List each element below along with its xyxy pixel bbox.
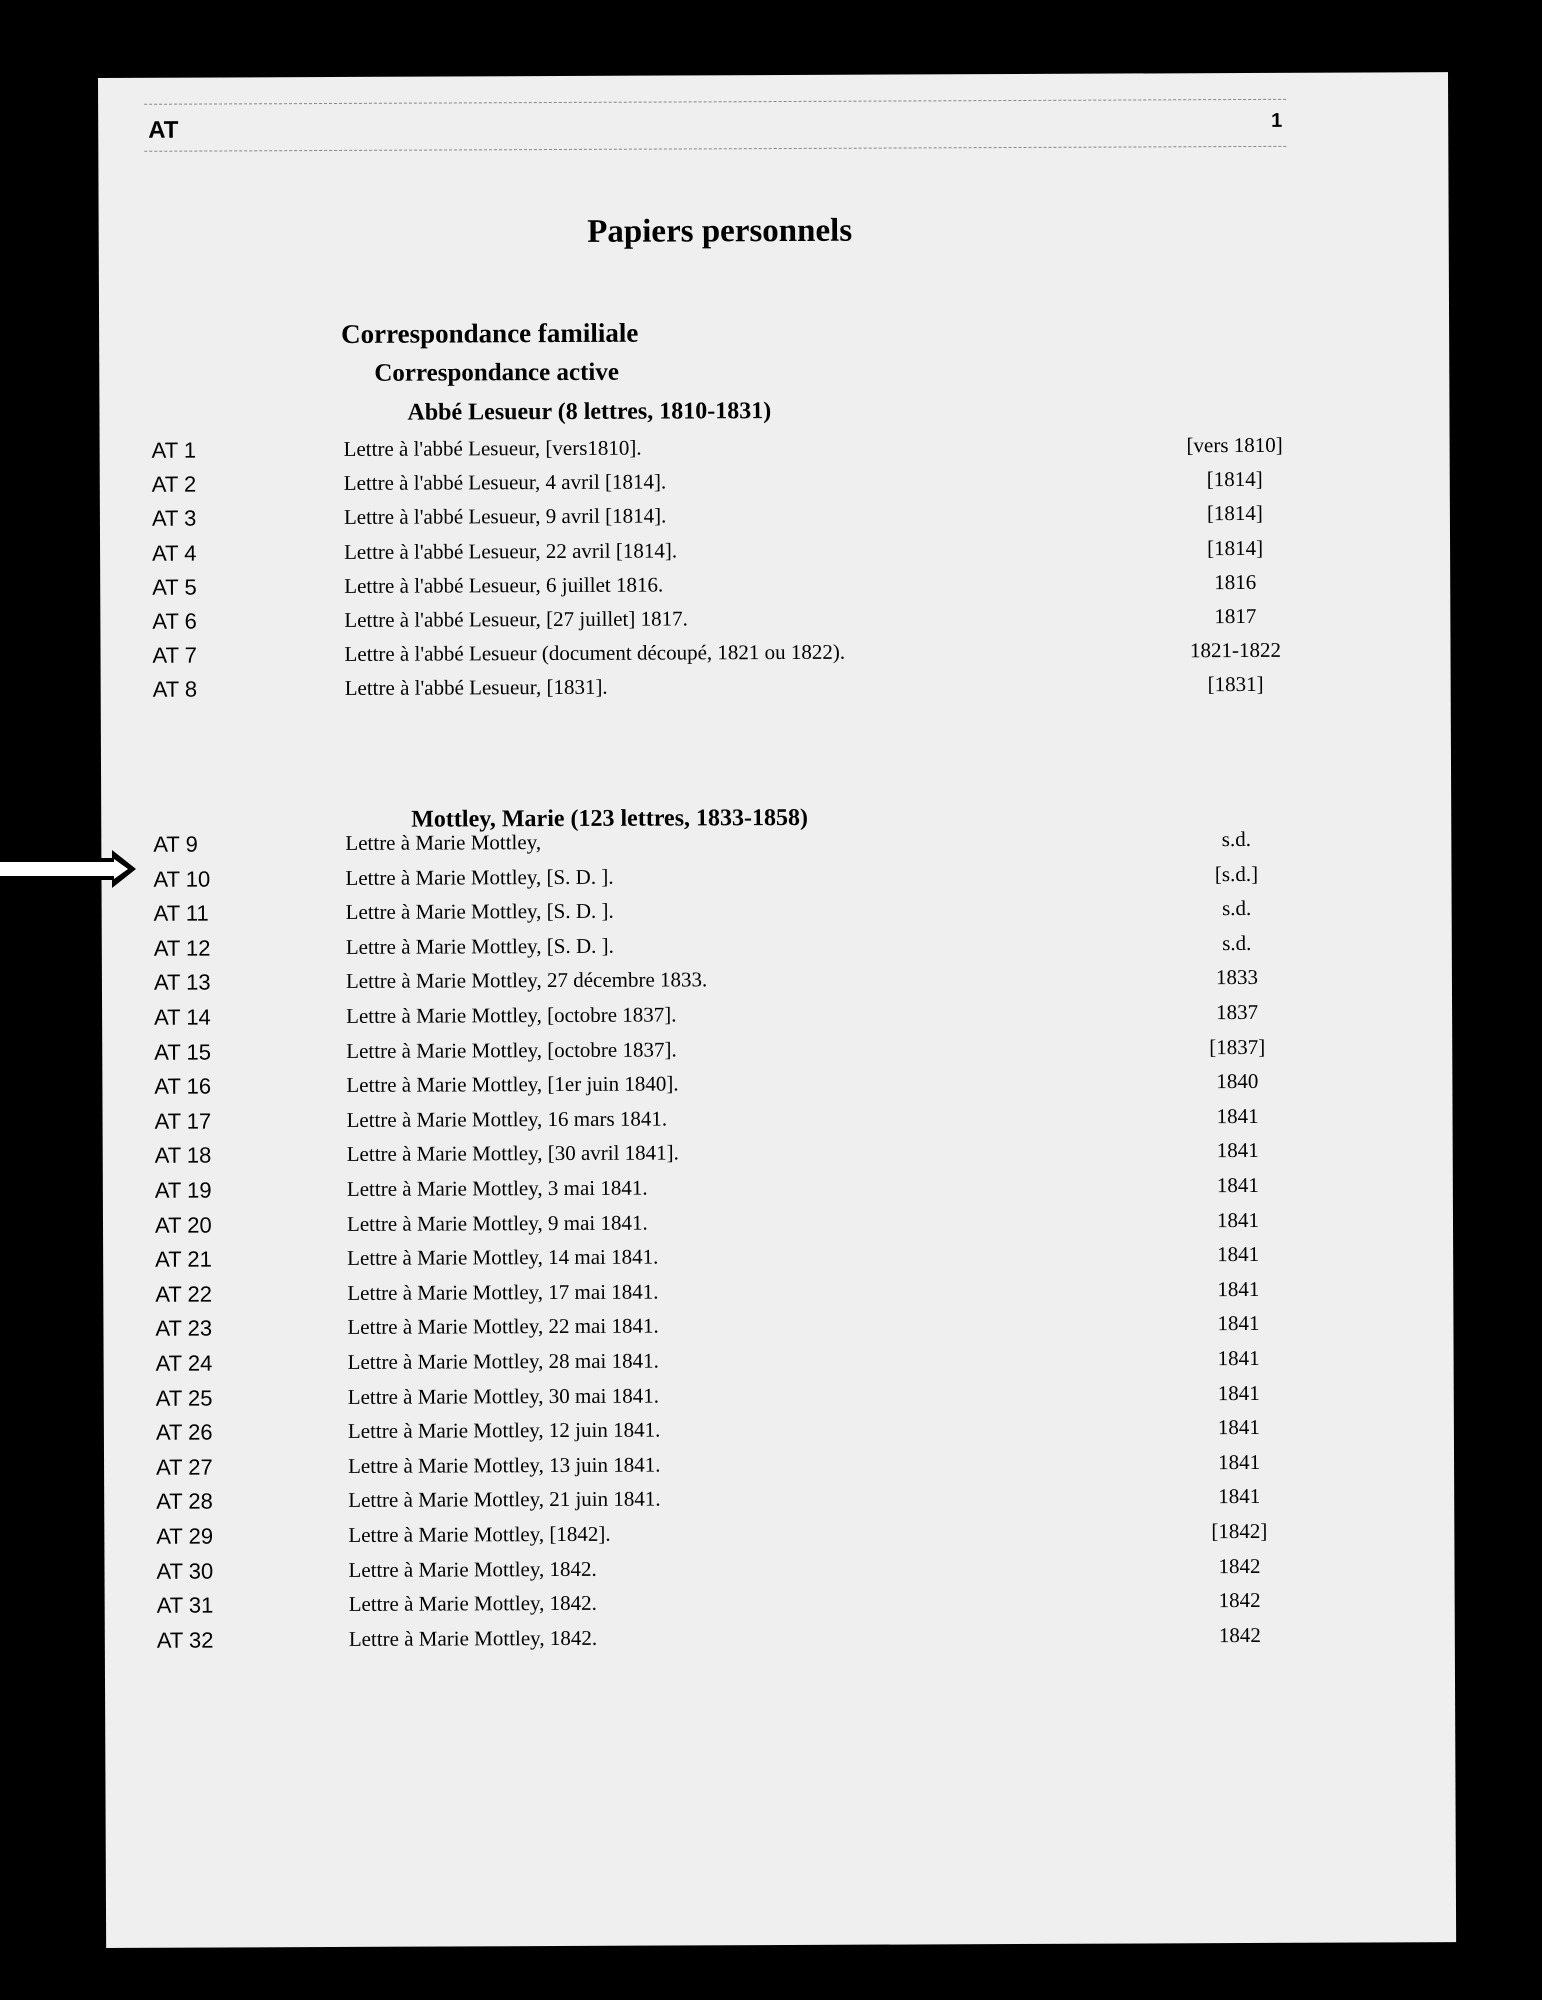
entry-date: 1841 (1216, 1172, 1259, 1198)
entry-date: 1841 (1217, 1345, 1260, 1371)
group-heading-mottley: Mottley, Marie (123 lettres, 1833-1858) (411, 804, 809, 833)
entry-code: AT 11 (153, 900, 209, 926)
entry-date: 1817 (1214, 603, 1257, 629)
entry-description: Lettre à Marie Mottley, [30 avril 1841]. (346, 1140, 679, 1167)
entry-date: [1842] (1211, 1518, 1268, 1544)
page-title: Papiers personnels (587, 212, 853, 250)
entry-description: Lettre à l'abbé Lesueur (document découpé, 1821 ou 1822). (344, 639, 846, 667)
entry-date: s.d. (1222, 930, 1252, 955)
entry-description: Lettre à Marie Mottley, 28 mai 1841. (347, 1348, 659, 1374)
entry-date: 1841 (1217, 1311, 1260, 1336)
entry-date: 1841 (1216, 1138, 1259, 1163)
entry-code: AT 9 (153, 831, 198, 857)
entry-date: [1814] (1207, 535, 1264, 560)
entry-date: [vers 1810] (1186, 432, 1283, 458)
entry-description: Lettre à Marie Mottley, 27 décembre 1833. (345, 967, 708, 994)
entry-description: Lettre à Marie Mottley, 9 mai 1841. (346, 1210, 648, 1236)
entry-code: AT 18 (154, 1142, 212, 1169)
entry-code: AT 17 (154, 1108, 212, 1134)
entry-code: AT 13 (153, 969, 211, 996)
entry-date: 1841 (1217, 1380, 1260, 1405)
entry-description: Lettre à l'abbé Lesueur, 22 avril [1814]. (344, 538, 678, 564)
entry-code: AT 5 (152, 574, 197, 600)
page-header (144, 99, 1286, 152)
entry-code: AT 25 (155, 1385, 213, 1411)
entry-code: AT 3 (151, 505, 197, 532)
page-number: 1 (1271, 109, 1283, 132)
entry-date: [1837] (1209, 1034, 1266, 1059)
entry-description: Lettre à l'abbé Lesueur, 9 avril [1814]. (343, 503, 667, 530)
entry-code: AT 6 (152, 608, 197, 634)
entry-date: 1833 (1215, 965, 1258, 990)
entry-description: Lettre à Marie Mottley, [1842]. (348, 1521, 611, 1547)
entry-description: Lettre à l'abbé Lesueur, [1831]. (344, 675, 608, 701)
group-heading-lesueur: Abbé Lesueur (8 lettres, 1810-1831) (407, 398, 772, 426)
entry-code: AT 21 (155, 1246, 212, 1272)
entry-date: [s.d.] (1214, 861, 1259, 886)
entry-date: [1814] (1206, 501, 1263, 526)
entry-code: AT 1 (151, 437, 197, 463)
entry-date: s.d. (1221, 896, 1252, 921)
entry-description: Lettre à Marie Mottley, 16 mars 1841. (346, 1106, 668, 1132)
entry-date: 1841 (1218, 1484, 1261, 1509)
entry-code: AT 15 (154, 1039, 211, 1065)
entry-description: Lettre à Marie Mottley, 22 mai 1841. (347, 1313, 659, 1340)
entry-date: 1842 (1218, 1622, 1261, 1647)
entry-date: 1841 (1217, 1449, 1261, 1474)
entry-code: AT 24 (155, 1350, 213, 1376)
entry-date: 1841 (1217, 1415, 1260, 1440)
entry-code: AT 26 (155, 1419, 213, 1445)
entry-code: AT 16 (154, 1073, 212, 1099)
list-item (101, 672, 1341, 717)
entry-code: AT 19 (154, 1177, 212, 1203)
entry-description: Lettre à Marie Mottley, [octobre 1837]. (346, 1037, 677, 1063)
entry-date: 1837 (1216, 999, 1259, 1025)
entry-description: Lettre à l'abbé Lesueur, [27 juillet] 1817. (344, 606, 688, 632)
entry-description: Lettre à Marie Mottley, 13 juin 1841. (348, 1452, 661, 1478)
entry-description: Lettre à Marie Mottley, 1842. (348, 1625, 598, 1651)
entry-date: 1821-1822 (1189, 638, 1282, 663)
entry-description: Lettre à Marie Mottley, [1er juin 1840]. (346, 1071, 679, 1098)
arrow-right-icon (0, 850, 136, 888)
entry-date: [1831] (1207, 672, 1264, 697)
entry-description: Lettre à Marie Mottley, 21 juin 1841. (348, 1486, 661, 1513)
entry-code: AT 4 (152, 540, 197, 566)
entry-code: AT 30 (156, 1558, 214, 1584)
entry-code: AT 28 (156, 1488, 213, 1515)
entry-description: Lettre à Marie Mottley, 17 mai 1841. (347, 1279, 659, 1305)
entry-code: AT 32 (156, 1627, 214, 1653)
entry-code: AT 23 (155, 1315, 213, 1342)
entry-date: [1814] (1206, 467, 1263, 492)
entry-date: 1841 (1217, 1276, 1260, 1301)
entry-description: Lettre à Marie Mottley, [S. D. ]. (345, 933, 614, 959)
entry-date: 1842 (1218, 1588, 1261, 1613)
entry-description: Lettre à l'abbé Lesueur, 6 juillet 1816. (344, 572, 664, 598)
entry-description: Lettre à Marie Mottley, 12 juin 1841. (347, 1417, 661, 1444)
entry-description: Lettre à Marie Mottley, 30 mai 1841. (347, 1383, 660, 1409)
entry-description: Lettre à Marie Mottley, [S. D. ]. (345, 898, 614, 925)
entry-date: 1840 (1216, 1069, 1259, 1094)
entry-code: AT 12 (153, 935, 211, 961)
section-heading: Correspondance familiale (341, 317, 639, 349)
entry-date: 1841 (1216, 1103, 1259, 1128)
entry-code: AT 8 (152, 676, 198, 703)
entry-date: 1816 (1214, 569, 1257, 594)
entry-description: Lettre à Marie Mottley, 1842. (348, 1591, 597, 1617)
entry-code: AT 22 (155, 1281, 213, 1307)
entry-code: AT 27 (156, 1454, 213, 1480)
subsection-heading: Correspondance active (374, 358, 620, 387)
entry-code: AT 20 (154, 1212, 212, 1238)
entry-code: AT 31 (156, 1592, 214, 1618)
entry-description: Lettre à l'abbé Lesueur, [vers1810]. (343, 435, 642, 461)
list-item (105, 1622, 1345, 1667)
entry-date: s.d. (1221, 826, 1251, 852)
entry-description: Lettre à Marie Mottley, [octobre 1837]. (346, 1002, 677, 1028)
entry-description: Lettre à Marie Mottley, 1842. (348, 1556, 597, 1582)
entry-description: Lettre à l'abbé Lesueur, 4 avril [1814]. (343, 469, 667, 496)
entry-code: AT 7 (152, 642, 198, 668)
entry-description: Lettre à Marie Mottley, 14 mai 1841. (347, 1244, 659, 1271)
entry-description: Lettre à Marie Mottley, (345, 830, 542, 855)
entry-code: AT 29 (156, 1523, 214, 1549)
entry-date: 1841 (1217, 1242, 1260, 1267)
entry-code: AT 14 (154, 1004, 211, 1030)
entry-description: Lettre à Marie Mottley, 3 mai 1841. (346, 1175, 648, 1201)
entry-date: 1842 (1218, 1553, 1261, 1578)
header-code: AT (148, 116, 179, 144)
entry-description: Lettre à Marie Mottley, [S. D. ]. (345, 864, 614, 890)
entry-code: AT 2 (151, 471, 197, 497)
entry-date: 1841 (1216, 1207, 1260, 1232)
document-page (98, 72, 1456, 1948)
entry-code: AT 10 (153, 866, 211, 892)
